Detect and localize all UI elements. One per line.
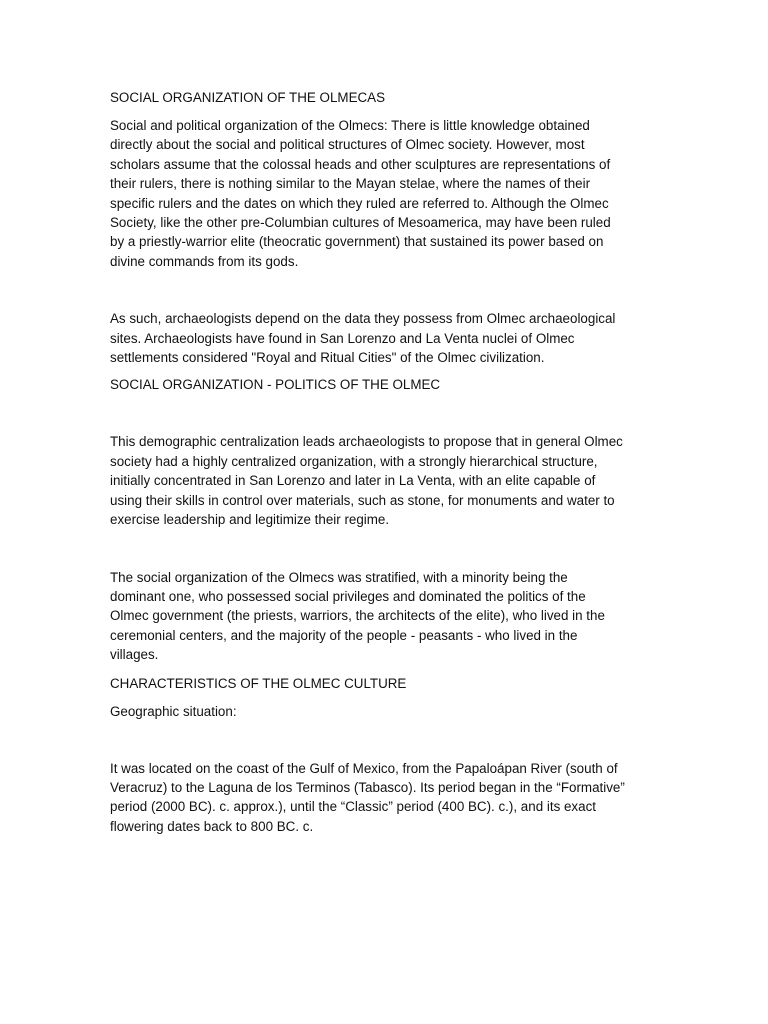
text-line: Olmec government (the priests, warriors, the architects of the elite), who lived in the — [110, 608, 605, 624]
text-line: Veracruz) to the Laguna de los Terminos (Tabasco). Its period began in the “Formative” — [110, 779, 625, 795]
section-heading-social-organization: SOCIAL ORGANIZATION OF THE OLMECAS — [110, 90, 386, 105]
document-page — [110, 88, 670, 836]
paragraph-social-political-organization — [110, 116, 670, 271]
text-line: The social organization of the Olmecs was stratified, with a minority being the — [110, 569, 568, 585]
text-line: divine commands from its gods. — [110, 253, 299, 269]
text-line: Society, like the other pre-Columbian cultures of Mesoamerica, may have been ruled — [110, 215, 611, 231]
text-line: scholars assume that the colossal heads and other sculptures are representations of — [110, 156, 611, 172]
text-line: As such, archaeologists depend on the data they possess from Olmec archaeological — [110, 311, 616, 327]
paragraph-geographic-location — [110, 759, 670, 837]
section-heading-characteristics: CHARACTERISTICS OF THE OLMEC CULTURE — [110, 675, 407, 691]
text-line: flowering dates back to 800 BC. c. — [110, 818, 314, 834]
text-line: It was located on the coast of the Gulf of Mexico, from the Papaloápan River (south of — [110, 760, 618, 776]
text-line: Social and political organization of the Olmecs: There is little knowledge obtained — [110, 118, 590, 133]
text-line: initially concentrated in San Lorenzo and later in La Venta, with an elite capable of — [110, 473, 596, 489]
paragraph-archaeological-data — [110, 309, 670, 367]
text-line: society had a highly centralized organization, with a strongly hierarchical structure, — [110, 453, 598, 469]
paragraph-demographic-centralization — [110, 432, 670, 529]
text-line: villages. — [110, 647, 159, 663]
text-line: specific rulers and the dates on which they ruled are referred to. Although the Olmec — [110, 195, 609, 211]
text-line: exercise leadership and legitimize their regime. — [110, 512, 390, 528]
text-line: sites. Archaeologists have found in San Lorenzo and La Venta nuclei of Olmec — [110, 330, 575, 346]
section-heading-politics: SOCIAL ORGANIZATION - POLITICS OF THE OLMEC — [110, 377, 441, 393]
text-line: settlements considered "Royal and Ritual Cities" of the Olmec civilization. — [110, 350, 545, 366]
text-line: by a priestly-warrior elite (theocratic government) that sustained its power based on — [110, 234, 604, 250]
paragraph-stratified-organization — [110, 568, 670, 665]
text-line: This demographic centralization leads archaeologists to propose that in general Olmec — [110, 434, 623, 450]
subheading-geographic-situation: Geographic situation: — [110, 703, 237, 719]
text-line: directly about the social and political structures of Olmec society. However, most — [110, 137, 585, 153]
text-line: period (2000 BC). c. approx.), until the “Classic” period (400 BC). c.), and its exact — [110, 799, 596, 815]
text-line: using their skills in control over materials, such as stone, for monuments and water to — [110, 492, 615, 508]
text-line: their rulers, there is nothing similar to the Mayan stelae, where the names of their — [110, 176, 591, 192]
text-line: dominant one, who possessed social privileges and dominated the politics of the — [110, 588, 586, 604]
text-line: ceremonial centers, and the majority of the people - peasants - who lived in the — [110, 627, 578, 643]
